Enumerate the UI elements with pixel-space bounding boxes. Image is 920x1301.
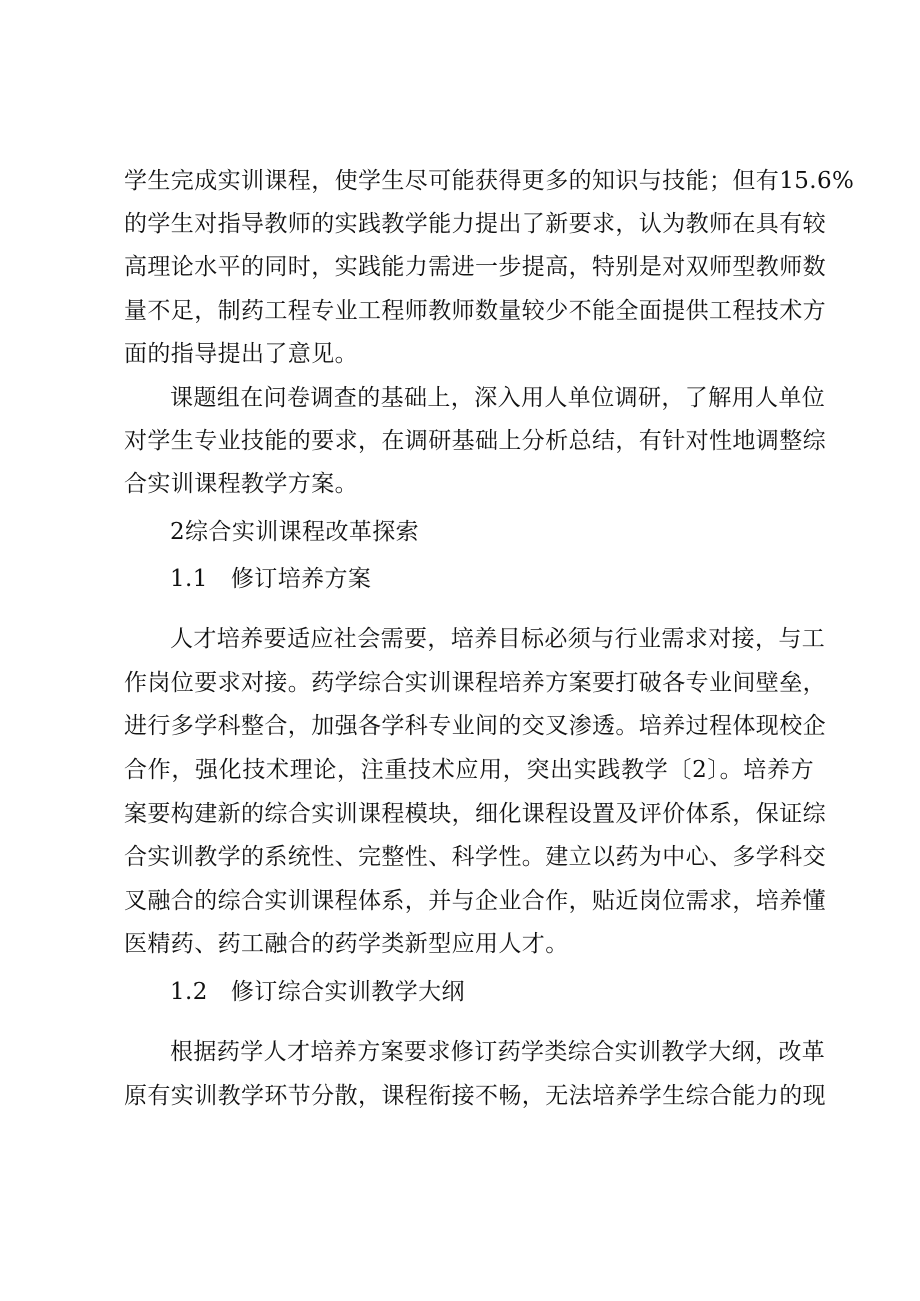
section-2-heading: 2综合实训课程改革探索 — [170, 519, 420, 545]
paragraph-3-line-5: 案要构建新的综合实训课程模块，细化课程设置及评价体系，保证综 — [124, 801, 826, 827]
paragraph-3-line-8: 医精药、药工融合的药学类新型应用人才。 — [124, 931, 569, 957]
paragraph-1-line-3: 高理论水平的同时，实践能力需进一步提高，特别是对双师型教师数 — [124, 254, 826, 280]
paragraph-3-line-7: 叉融合的综合实训课程体系，并与企业合作，贴近岗位需求，培养懂 — [124, 888, 826, 914]
paragraph-3-line-6: 合实训教学的系统性、完整性、科学性。建立以药为中心、多学科交 — [124, 844, 826, 870]
paragraph-1-line-2: 的学生对指导教师的实践教学能力提出了新要求，认为教师在具有较 — [124, 211, 826, 237]
paragraph-1-line-4: 量不足，制药工程专业工程师教师数量较少不能全面提供工程技术方 — [124, 298, 826, 324]
subsection-1-1-heading: 1.1 修订培养方案 — [170, 566, 372, 592]
paragraph-2-line-3: 合实训课程教学方案。 — [124, 471, 358, 497]
paragraph-2-line-2: 对学生专业技能的要求，在调研基础上分析总结，有针对性地调整综 — [124, 428, 826, 454]
paragraph-1-line-5: 面的指导提出了意见。 — [124, 341, 358, 367]
paragraph-3-line-3: 进行多学科整合，加强各学科专业间的交叉渗透。培养过程体现校企 — [124, 713, 826, 739]
paragraph-3-line-1: 人才培养要适应社会需要，培养目标必须与行业需求对接，与工 — [170, 626, 826, 652]
paragraph-4-line-1: 根据药学人才培养方案要求修订药学类综合实训教学大纲，改革 — [170, 1039, 826, 1065]
paragraph-2-line-1: 课题组在问卷调查的基础上，深入用人单位调研，了解用人单位 — [170, 385, 826, 411]
paragraph-3-line-4: 合作，强化技术理论，注重技术应用，突出实践教学〔2〕。培养方 — [124, 757, 814, 783]
paragraph-4-line-2: 原有实训教学环节分散，课程衔接不畅，无法培养学生综合能力的现 — [124, 1083, 826, 1109]
paragraph-1-line-1: 学生完成实训课程，使学生尽可能获得更多的知识与技能；但有15.6% — [124, 168, 855, 194]
paragraph-3-line-2: 作岗位要求对接。药学综合实训课程培养方案要打破各专业间壁垒， — [124, 670, 826, 696]
subsection-1-2-heading: 1.2 修订综合实训教学大纲 — [170, 979, 465, 1005]
